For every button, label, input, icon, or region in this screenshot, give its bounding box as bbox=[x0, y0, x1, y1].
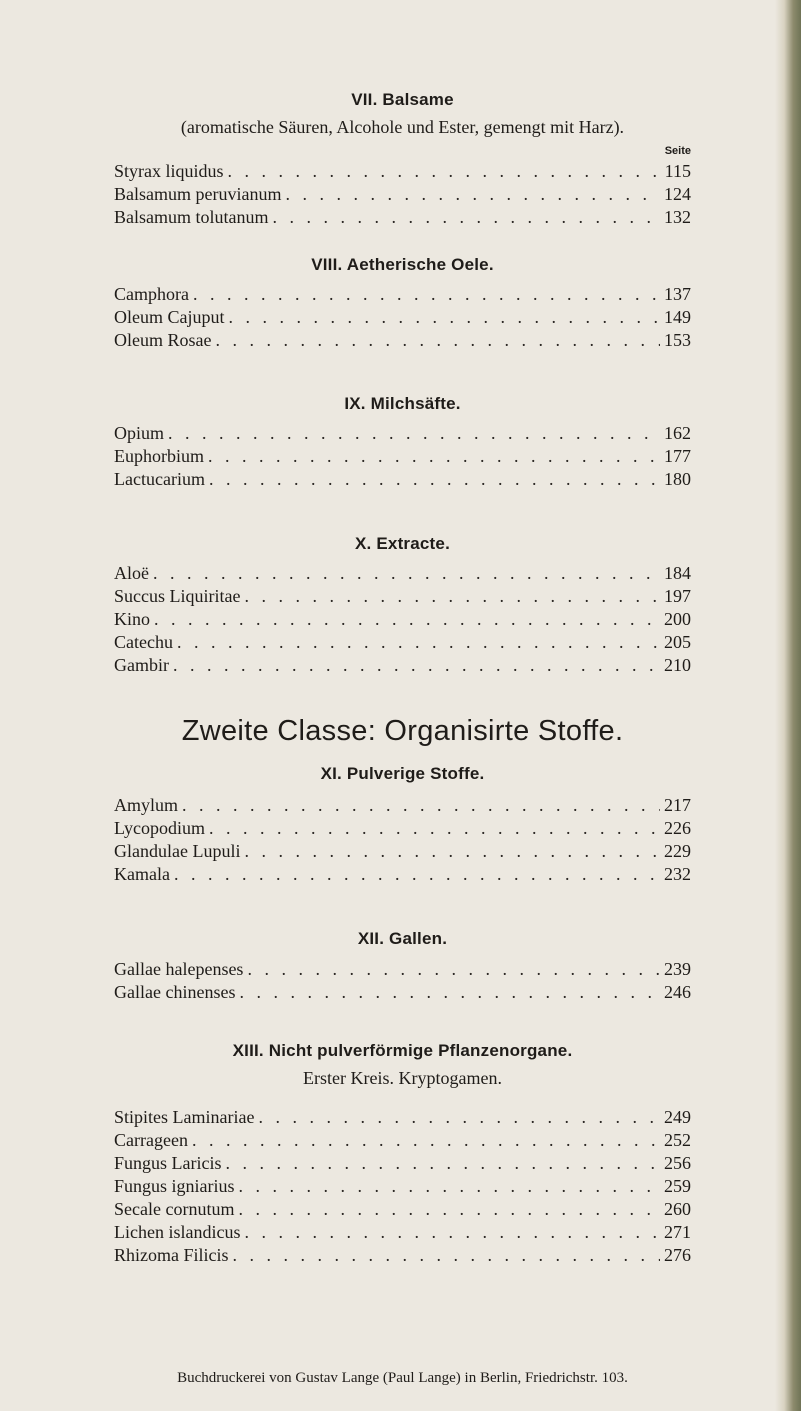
toc-entry bbox=[114, 468, 691, 491]
page-edge bbox=[775, 0, 801, 1411]
toc-entry bbox=[114, 958, 691, 981]
leader-dots bbox=[153, 562, 660, 585]
leader-dots bbox=[239, 1175, 660, 1198]
leader-dots bbox=[244, 1221, 660, 1244]
entry-page: 246 bbox=[664, 982, 691, 1002]
entries-viii bbox=[114, 283, 691, 352]
leader-dots bbox=[168, 422, 660, 445]
entry-page: 149 bbox=[664, 307, 691, 327]
leader-dots bbox=[182, 794, 660, 817]
entry-name: Fungus Laricis bbox=[114, 1153, 222, 1173]
entry-name: Camphora bbox=[114, 284, 189, 304]
entry-page: 137 bbox=[664, 284, 691, 304]
entry-page: 124 bbox=[664, 184, 691, 204]
toc-entry bbox=[114, 206, 691, 229]
section-heading-viii: VIII. Aetherische Oele. bbox=[311, 255, 494, 274]
entry-name: Gallae halepenses bbox=[114, 959, 244, 979]
entry-page: 226 bbox=[664, 818, 691, 838]
entry-name: Secale cornutum bbox=[114, 1199, 235, 1219]
entry-page: 229 bbox=[664, 841, 691, 861]
section-heading-xii: XII. Gallen. bbox=[357, 929, 448, 948]
entry-name: Balsamum peruvianum bbox=[114, 184, 282, 204]
leader-dots bbox=[228, 160, 661, 183]
entry-name: Glandulae Lupuli bbox=[114, 841, 241, 861]
toc-entry bbox=[114, 306, 691, 329]
entry-page: 249 bbox=[664, 1107, 691, 1127]
entries-xiii bbox=[114, 1106, 691, 1267]
entry-page: 260 bbox=[664, 1199, 691, 1219]
entries-vii bbox=[114, 160, 691, 229]
toc-entry bbox=[114, 817, 691, 840]
section-heading-xiii: XIII. Nicht pulverförmige Pflanzenorgane. bbox=[232, 1041, 573, 1060]
toc-entry bbox=[114, 585, 691, 608]
toc-entry bbox=[114, 1175, 691, 1198]
leader-dots bbox=[193, 283, 660, 306]
entry-page: 197 bbox=[664, 586, 691, 606]
section-heading-vii: VII. Balsame bbox=[351, 90, 454, 109]
toc-entry bbox=[114, 1129, 691, 1152]
entry-page: 259 bbox=[664, 1176, 691, 1196]
toc-entry bbox=[114, 160, 691, 183]
entry-name: Lactucarium bbox=[114, 469, 205, 489]
entry-name: Euphorbium bbox=[114, 446, 204, 466]
leader-dots bbox=[233, 1244, 661, 1267]
section-heading-xi: XI. Pulverige Stoffe. bbox=[320, 764, 485, 783]
entry-name: Oleum Rosae bbox=[114, 330, 212, 350]
entry-name: Opium bbox=[114, 423, 165, 443]
entry-page: 200 bbox=[664, 609, 691, 629]
entry-page: 115 bbox=[664, 161, 691, 181]
leader-dots bbox=[177, 631, 660, 654]
leader-dots bbox=[273, 206, 661, 229]
section-subtitle-vii: (aromatische Säuren, Alcohole und Ester, gemengt mit Harz). bbox=[180, 117, 625, 137]
toc-entry bbox=[114, 863, 691, 886]
toc-entry bbox=[114, 445, 691, 468]
toc-entry bbox=[114, 794, 691, 817]
entries-xi bbox=[114, 794, 691, 886]
toc-entry bbox=[114, 1244, 691, 1267]
leader-dots bbox=[173, 654, 660, 677]
entry-page: 271 bbox=[664, 1222, 691, 1242]
leader-dots bbox=[154, 608, 660, 631]
entry-name: Catechu bbox=[114, 632, 173, 652]
entry-name: Oleum Cajuput bbox=[114, 307, 225, 327]
entry-name: Kamala bbox=[114, 864, 170, 884]
leader-dots bbox=[192, 1129, 660, 1152]
toc-entry bbox=[114, 1221, 691, 1244]
leader-dots bbox=[258, 1106, 660, 1129]
section-heading-x: X. Extracte. bbox=[354, 534, 450, 553]
class-title: Zweite Classe: Organisirte Stoffe. bbox=[181, 715, 624, 747]
entry-name: Stipites Laminariae bbox=[114, 1107, 255, 1127]
entry-page: 162 bbox=[664, 423, 691, 443]
entry-name: Lichen islandicus bbox=[114, 1222, 241, 1242]
toc-entry bbox=[114, 981, 691, 1004]
entry-page: 205 bbox=[664, 632, 691, 652]
entry-page: 239 bbox=[664, 959, 691, 979]
entry-page: 217 bbox=[664, 795, 691, 815]
toc-entry bbox=[114, 562, 691, 585]
toc-entry bbox=[114, 654, 691, 677]
leader-dots bbox=[215, 329, 660, 352]
toc-entry bbox=[114, 1106, 691, 1129]
toc-entry bbox=[114, 1198, 691, 1221]
entry-name: Gallae chinenses bbox=[114, 982, 236, 1002]
entry-page: 252 bbox=[664, 1130, 691, 1150]
leader-dots bbox=[226, 1152, 661, 1175]
section-subtitle-xiii: Erster Kreis. Kryptogamen. bbox=[303, 1068, 502, 1088]
leader-dots bbox=[285, 183, 660, 206]
entry-page: 180 bbox=[664, 469, 691, 489]
entry-name: Styrax liquidus bbox=[114, 161, 224, 181]
leader-dots bbox=[239, 981, 660, 1004]
leader-dots bbox=[209, 468, 660, 491]
entry-page: 276 bbox=[664, 1245, 691, 1265]
entry-name: Lycopodium bbox=[114, 818, 205, 838]
entry-page: 256 bbox=[664, 1153, 691, 1173]
entry-page: 132 bbox=[664, 207, 691, 227]
entries-ix bbox=[114, 422, 691, 491]
toc-entry bbox=[114, 840, 691, 863]
toc-entry bbox=[114, 422, 691, 445]
entries-xii bbox=[114, 958, 691, 1004]
leader-dots bbox=[247, 958, 660, 981]
section-heading-ix: IX. Milchsäfte. bbox=[344, 394, 461, 413]
leader-dots bbox=[209, 817, 660, 840]
entry-name: Gambir bbox=[114, 655, 169, 675]
entry-page: 210 bbox=[664, 655, 691, 675]
entry-name: Aloë bbox=[114, 563, 149, 583]
entry-page: 184 bbox=[664, 563, 691, 583]
entry-name: Amylum bbox=[114, 795, 179, 815]
entry-name: Balsamum tolutanum bbox=[114, 207, 269, 227]
toc-entry bbox=[114, 1152, 691, 1175]
entries-x bbox=[114, 562, 691, 677]
entry-name: Kino bbox=[114, 609, 150, 629]
entry-page: 177 bbox=[664, 446, 691, 466]
leader-dots bbox=[174, 863, 660, 886]
entry-name: Rhizoma Filicis bbox=[114, 1245, 229, 1265]
printer-imprint: Buchdruckerei von Gustav Lange (Paul Lange) in Berlin, Friedrichstr. 103. bbox=[177, 1370, 628, 1386]
toc-entry bbox=[114, 329, 691, 352]
page-column-label: Seite bbox=[664, 145, 691, 157]
entry-page: 232 bbox=[664, 864, 691, 884]
leader-dots bbox=[238, 1198, 660, 1221]
leader-dots bbox=[229, 306, 661, 329]
leader-dots bbox=[244, 585, 660, 608]
entry-name: Succus Liquiritae bbox=[114, 586, 241, 606]
entry-name: Carrageen bbox=[114, 1130, 188, 1150]
toc-entry bbox=[114, 183, 691, 206]
toc-entry bbox=[114, 631, 691, 654]
toc-entry bbox=[114, 608, 691, 631]
toc-entry bbox=[114, 283, 691, 306]
entry-name: Fungus igniarius bbox=[114, 1176, 235, 1196]
leader-dots bbox=[244, 840, 660, 863]
entry-page: 153 bbox=[664, 330, 691, 350]
leader-dots bbox=[208, 445, 660, 468]
